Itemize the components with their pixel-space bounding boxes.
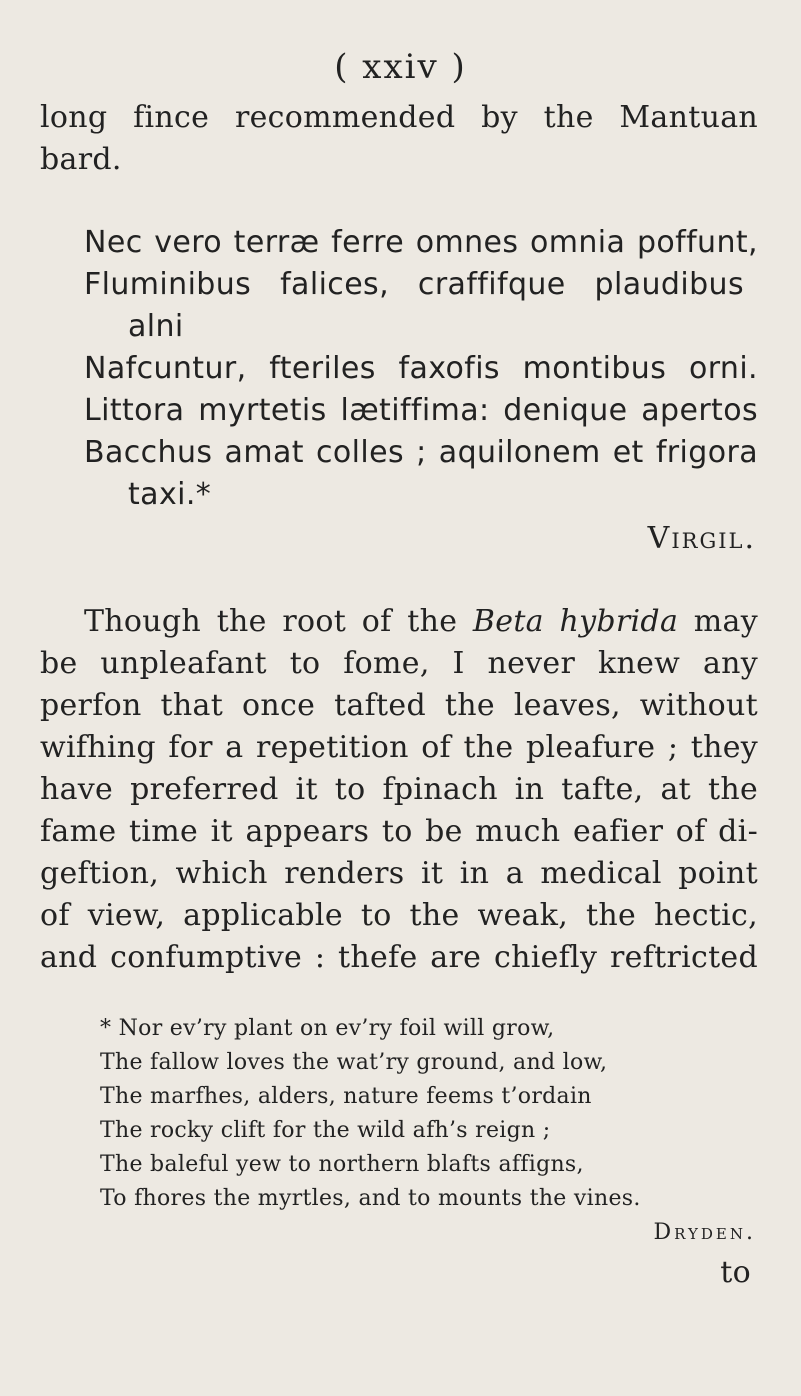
verse-line-1: Nec vero terræ ferre omnes omnia poffunt, [84, 225, 758, 260]
paragraph-2-line-1-end: may [678, 604, 758, 639]
paragraph-2-line-3: perfon that once tafted the leaves, without [40, 688, 758, 723]
footnote-line-2: The fallow loves the wat’ry ground, and low, [100, 1050, 608, 1075]
species-name: Beta hybrida [472, 604, 679, 639]
verse-attribution: Virgil. [647, 521, 756, 556]
paragraph-2-line-1-start: Though the root of the [84, 604, 473, 639]
footnote-line-3: The marfhes, alders, nature feems t’ordain [100, 1084, 592, 1109]
paragraph-2-line-8: of view, applicable to the weak, the hectic, [40, 898, 758, 933]
footnote-line-5: The baleful yew to northern blafts affigns, [100, 1152, 584, 1177]
footnote-line-1: * Nor ev’ry plant on ev’ry foil will grow, [100, 1016, 555, 1041]
paragraph-1-line-1: long fince recommended by the Mantuan [40, 100, 758, 135]
verse-line-7: taxi.* [128, 477, 212, 512]
paragraph-2-line-6: fame time it appears to be much eafier of di- [40, 814, 758, 849]
verse-line-2: Fluminibus falices, craffifque plaudibus [84, 267, 744, 302]
paragraph-2-line-1 [84, 604, 758, 639]
verse-line-5: Littora myrtetis lætiffima: denique apertos [84, 393, 758, 428]
paragraph-2-line-4: wifhing for a repetition of the pleafure ; they [40, 730, 758, 765]
footnote-attribution: Dryden. [653, 1220, 756, 1245]
verse-line-3: alni [128, 309, 184, 344]
paragraph-2-line-2: be unpleafant to fome, I never knew any [40, 646, 758, 681]
page-header: ( xxiv ) [334, 47, 467, 87]
paragraph-2-line-9: and confumptive : thefe are chiefly reftricted [40, 940, 758, 975]
paragraph-1-line-2: bard. [40, 142, 122, 177]
footnote-line-4: The rocky clift for the wild afh’s reign ; [100, 1118, 551, 1143]
paragraph-2-line-5: have preferred it to fpinach in tafte, at the [40, 772, 758, 807]
verse-line-4: Nafcuntur, fteriles faxofis montibus orni. [84, 351, 758, 386]
paragraph-2-line-7: geftion, which renders it in a medical point [40, 856, 758, 891]
verse-line-6: Bacchus amat colles ; aquilonem et frigora [84, 435, 758, 470]
footnote-line-6: To fhores the myrtles, and to mounts the vines. [100, 1186, 641, 1211]
catchword: to [720, 1255, 751, 1290]
